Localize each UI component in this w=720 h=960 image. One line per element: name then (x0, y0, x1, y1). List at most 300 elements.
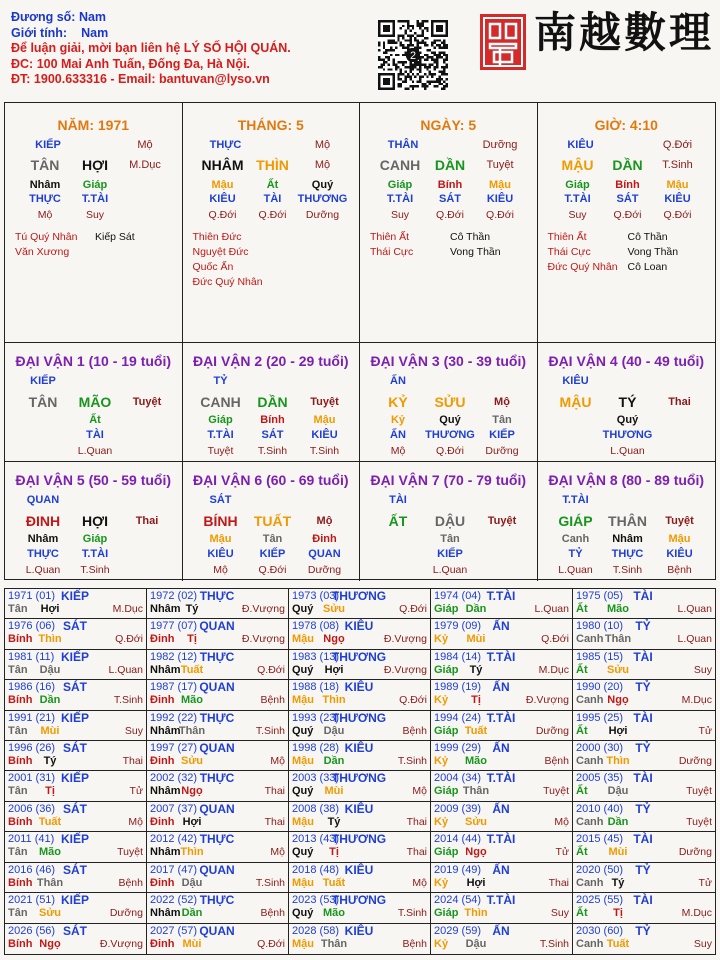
cycle-bottom-stage: Dưỡng (485, 445, 519, 457)
year-stem: Quý (292, 603, 314, 615)
cycle-star: ẤN (390, 375, 406, 387)
year-label: 2014 (44) (434, 833, 482, 846)
cycle-stage: Tuyệt (132, 396, 162, 408)
pillar-title: NGÀY: 5 (420, 117, 477, 133)
divine-star: Thái Cực (547, 246, 591, 258)
heavenly-stem: CANH (200, 394, 241, 410)
luck-cycle-cell (360, 343, 538, 462)
year-branch: Mão (465, 755, 487, 768)
year-stem: Ất (576, 663, 588, 676)
pillar-cell (183, 103, 361, 343)
year-stem: Bính (8, 755, 33, 768)
hidden-stem: Mậu (666, 179, 689, 191)
year-label: 1998 (28) (292, 742, 340, 755)
year-stem: Mậu (292, 633, 314, 646)
year-cell (147, 650, 289, 680)
hidden-state: Suy (85, 209, 105, 221)
year-star: THƯƠNG (331, 771, 387, 786)
pillar-title: NĂM: 1971 (57, 117, 130, 133)
year-label: 2011 (41) (8, 833, 55, 846)
year-star: THỰC (199, 710, 235, 725)
year-star: T.TÀI (486, 771, 516, 786)
year-cell (147, 893, 289, 923)
year-label: 1974 (04) (434, 590, 482, 602)
year-cell (147, 711, 289, 741)
year-stage: Thai (264, 785, 285, 798)
year-stem: Tân (8, 724, 28, 737)
year-stage: Đ.Vượng (383, 633, 427, 646)
year-branch: Dậu (181, 876, 203, 889)
cycle-star: T.TÀI (562, 494, 589, 506)
year-branch: Dần (39, 694, 61, 707)
year-branch: Sửu (606, 663, 630, 676)
year-stage: Đ.Vượng (383, 663, 427, 676)
year-stage: Bệnh (260, 907, 285, 920)
year-branch: Tý (327, 815, 341, 828)
year-star: SÁT (63, 680, 87, 695)
hidden-state: Q.Đới (436, 209, 464, 221)
year-branch: Mão (607, 603, 629, 615)
year-label: 1985 (15) (576, 650, 624, 663)
year-branch: Thìn (464, 907, 488, 920)
cycle-title: ĐẠI VẬN 2 (20 - 29 tuổi) (192, 353, 349, 369)
hidden-stem: Quý (311, 179, 334, 191)
hidden-star: KIẾP (437, 548, 463, 560)
year-label: 2026 (56) (8, 924, 56, 937)
year-star: ẤN (492, 923, 510, 938)
year-cell (573, 680, 715, 710)
heavenly-stem: TÂN (30, 157, 60, 173)
year-star: QUAN (199, 801, 235, 816)
year-label: 2012 (42) (150, 833, 198, 846)
qr-code-icon (378, 20, 448, 90)
cycle-stage: Mộ (494, 396, 510, 408)
year-branch: Ngọ (323, 633, 345, 646)
year-cell (289, 863, 431, 893)
year-branch: Thìn (180, 846, 204, 859)
divine-star: Cô Thần (450, 231, 491, 243)
year-stage: T.Sinh (539, 937, 569, 950)
year-stage: Bệnh (544, 755, 569, 768)
year-branch: Dần (323, 755, 345, 768)
hidden-stem: Canh (561, 533, 590, 545)
year-stem: Bính (8, 876, 33, 889)
year-cell (147, 802, 289, 832)
year-label: 1997 (27) (150, 742, 198, 755)
year-label: 1984 (14) (434, 650, 482, 663)
year-cell (573, 802, 715, 832)
year-stage: Thai (406, 815, 427, 828)
year-branch: Tý (185, 603, 199, 615)
year-label: 2016 (46) (8, 863, 56, 876)
earthly-branch: TUẤT (253, 513, 292, 529)
year-label: 2022 (52) (150, 894, 198, 907)
year-branch: Dần (465, 603, 487, 615)
cycle-bottom-stage: Bệnh (667, 564, 692, 576)
year-branch: Thìn (38, 633, 62, 646)
year-stage: Tử (698, 876, 712, 889)
year-stem: Kỷ (434, 815, 449, 828)
hidden-star: T.TÀI (81, 548, 109, 560)
year-stage: Bệnh (260, 694, 285, 707)
year-cell (431, 802, 573, 832)
year-stage: Thai (264, 815, 285, 828)
year-stage: M.Dục (681, 694, 712, 707)
year-cell (147, 589, 289, 619)
year-stage: Suy (693, 937, 712, 950)
pillar-cell (5, 103, 183, 343)
year-stage: M.Dục (112, 603, 143, 615)
hidden-star: T.TÀI (386, 193, 414, 205)
year-label: 2013 (43) (292, 833, 340, 846)
cycle-bottom-stage: L.Quan (558, 564, 593, 576)
year-branch: Tuất (180, 663, 204, 676)
cycle-title: ĐẠI VẬN 3 (30 - 39 tuổi) (370, 353, 527, 369)
cycle-stage: Mộ (316, 515, 333, 527)
hidden-state: Q.Đới (663, 209, 692, 221)
year-label: 2027 (57) (150, 924, 198, 937)
year-branch: Tị (329, 846, 339, 859)
pillar-stage-top: Mộ (137, 139, 153, 151)
year-branch: Sửu (180, 755, 204, 768)
divine-star: Tú Quý Nhân (15, 231, 78, 243)
year-star: THỰC (199, 893, 235, 908)
year-branch: Thân (462, 785, 490, 798)
year-cell (5, 924, 147, 954)
year-stage: Suy (550, 907, 569, 920)
year-branch: Hợi (466, 876, 486, 889)
hidden-star: TỶ (568, 548, 583, 560)
year-branch: Dần (181, 907, 203, 920)
year-label: 1992 (22) (150, 711, 198, 724)
year-stem: Canh (576, 755, 604, 768)
cycle-bottom-stage: Mộ (213, 564, 228, 576)
year-branch: Tý (469, 663, 483, 676)
year-branch: Hợi (182, 815, 202, 828)
year-cell (289, 924, 431, 954)
year-stage: M.Dục (681, 907, 712, 920)
year-stage: T.Sinh (397, 907, 427, 920)
year-cell (147, 771, 289, 801)
year-star: QUAN (199, 741, 235, 756)
year-cell (431, 589, 573, 619)
header (0, 0, 720, 102)
address-line: ĐC: 100 Mai Anh Tuấn, Đống Đa, Hà Nội. (11, 56, 250, 71)
earthly-branch: TÝ (618, 394, 637, 410)
year-stage: L.Quan (108, 663, 143, 676)
year-cell (431, 893, 573, 923)
year-stage: Bệnh (118, 876, 143, 889)
year-star: QUAN (199, 923, 235, 938)
year-branch: Tuất (606, 937, 630, 950)
earthly-branch: HỢI (82, 513, 108, 529)
pillar-stage: T.Sinh (662, 159, 693, 171)
year-star: TỶ (635, 619, 651, 634)
cycle-bottom-stage: T.Sinh (80, 564, 110, 576)
year-cell (289, 589, 431, 619)
divine-star: Kiếp Sát (95, 231, 135, 243)
hidden-star: THƯƠNG (602, 429, 653, 441)
year-branch: Tị (45, 785, 55, 798)
year-cell (573, 741, 715, 771)
hidden-stem: Ất (266, 179, 279, 191)
year-stage: L.Quan (677, 603, 712, 615)
hidden-stem: Mậu (668, 533, 691, 545)
year-branch: Tý (43, 755, 57, 768)
earthly-branch: HỢI (82, 157, 108, 173)
pillar-stage: Tuyệt (486, 159, 514, 171)
year-label: 2004 (34) (434, 772, 482, 785)
year-cell (5, 650, 147, 680)
year-label: 1988 (18) (292, 681, 340, 694)
year-label: 2006 (36) (8, 802, 56, 815)
hidden-stem: Giáp (565, 179, 590, 191)
hidden-stem: Giáp (387, 179, 413, 191)
year-star: TÀI (633, 832, 653, 847)
contact-line: Để luận giải, mời bạn liên hệ LÝ SỐ HỘI QUÁN. (11, 41, 291, 55)
heavenly-stem: MẬU (559, 394, 592, 410)
year-star: THỰC (199, 832, 235, 847)
year-label: 1989 (19) (434, 681, 482, 694)
year-star: QUAN (199, 680, 235, 695)
pillar-stage: M.Dục (129, 159, 161, 171)
year-label: 2008 (38) (292, 802, 340, 815)
year-branch: Mão (39, 846, 61, 859)
phone-email-line: ĐT: 1900.633316 - Email: bantuvan@lyso.vn (11, 72, 270, 86)
year-stage: Tử (129, 785, 143, 798)
ten-god-label: THỰC (209, 139, 242, 151)
year-stem: Kỷ (434, 755, 449, 768)
year-stem: Quý (292, 663, 314, 676)
cycle-stage: Tuyệt (487, 515, 517, 527)
year-stem: Giáp (434, 907, 459, 920)
year-branch: Hợi (324, 663, 344, 676)
year-stage: Mộ (412, 876, 427, 889)
year-stem: Quý (292, 907, 314, 920)
hidden-state: Q.Đới (258, 209, 287, 221)
year-label: 2007 (37) (150, 802, 198, 815)
year-stem: Ất (576, 603, 588, 615)
cycle-bottom-stage: L.Quan (77, 445, 113, 457)
year-stem: Đinh (150, 937, 175, 950)
heavenly-stem: BÍNH (203, 513, 238, 529)
year-stage: T.Sinh (255, 724, 285, 737)
year-cell (5, 711, 147, 741)
year-stem: Đinh (150, 755, 175, 768)
year-star: THƯƠNG (331, 832, 387, 847)
year-stem: Ất (576, 907, 588, 920)
earthly-branch: THÂN (608, 513, 647, 529)
year-stage: Q.Đới (399, 603, 427, 615)
pillar-cell (538, 103, 716, 343)
divine-star: Thiên Ất (370, 231, 410, 243)
year-stage: Tuyệt (686, 785, 712, 798)
year-label: 2010 (40) (576, 802, 624, 815)
year-star: QUAN (199, 619, 235, 634)
year-stage: Mộ (270, 846, 285, 859)
year-stage: Thai (548, 876, 569, 889)
cycle-title: ĐẠI VẬN 8 (80 - 89 tuổi) (548, 472, 705, 488)
hidden-star: SÁT (439, 193, 461, 205)
pillar-stage: Mộ (314, 159, 331, 171)
year-stem: Canh (576, 815, 604, 828)
year-label: 2028 (58) (292, 924, 340, 937)
year-star: KIẾP (60, 649, 90, 664)
year-stem: Đinh (150, 876, 175, 889)
hidden-state: Suy (568, 209, 587, 221)
year-stem: Đinh (150, 694, 175, 707)
year-stage: Tuyệt (543, 785, 569, 798)
year-star: QUAN (199, 862, 235, 877)
hidden-state: Q.Đới (486, 209, 514, 221)
year-cell (5, 832, 147, 862)
hidden-star: T.TÀI (207, 429, 234, 441)
year-stage: Q.Đới (257, 663, 285, 676)
year-stage: Đ.Vượng (241, 603, 285, 615)
year-stage: Dưỡng (678, 846, 712, 859)
year-label: 1990 (20) (576, 681, 624, 694)
hidden-star: KIÊU (664, 193, 691, 205)
year-label: 1980 (10) (576, 620, 624, 633)
year-branch: Mùi (182, 937, 202, 950)
year-cell (147, 619, 289, 649)
cycle-star: SÁT (209, 494, 232, 506)
year-stage: Thai (122, 755, 143, 768)
year-cell (147, 924, 289, 954)
year-cell (431, 924, 573, 954)
hidden-stem: Nhâm (29, 179, 61, 191)
year-branch: Sửu (464, 815, 488, 828)
year-branch: Mão (323, 907, 345, 920)
year-label: 1983 (13) (292, 650, 340, 663)
year-stage: M.Dục (538, 663, 569, 676)
year-star: T.TÀI (486, 589, 516, 603)
divine-star: Thái Cực (370, 246, 414, 258)
heavenly-stem: ĐINH (25, 513, 61, 529)
cycle-bottom-stage: T.Sinh (309, 445, 340, 457)
year-cell (147, 832, 289, 862)
year-star: TỶ (635, 923, 651, 938)
heavenly-stem: TÂN (28, 394, 58, 410)
hidden-star: THỰC (27, 548, 59, 560)
year-star: KIẾP (60, 832, 90, 847)
year-branch: Dậu (39, 663, 61, 676)
year-star: KIÊU (344, 741, 374, 756)
year-star: ẤN (492, 619, 510, 634)
year-stage: Tử (698, 724, 712, 737)
pillar-title: THÁNG: 5 (237, 117, 304, 133)
year-stage: Đ.Vượng (99, 937, 143, 950)
year-label: 1993 (23) (292, 711, 340, 724)
year-label: 1981 (11) (8, 650, 55, 663)
brand-logo: 南越數理 (534, 8, 715, 57)
year-label: 1975 (05) (576, 590, 624, 602)
year-branch: Tị (471, 694, 481, 707)
heavenly-stem: ẤT (388, 513, 408, 529)
divine-star: Đức Quý Nhân (192, 276, 263, 288)
year-branch: Dần (607, 815, 629, 828)
year-stem: Kỷ (434, 694, 449, 707)
year-label: 1999 (29) (434, 742, 482, 755)
year-branch: Ngọ (465, 846, 487, 859)
year-cell (5, 741, 147, 771)
year-cell (573, 650, 715, 680)
year-star: KIÊU (344, 862, 374, 877)
hidden-stem: Đinh (312, 533, 337, 545)
gender-line: Giới tính: Nam (11, 25, 109, 40)
luck-cycle-cell (183, 343, 361, 462)
svg-text:2: 2 (409, 50, 417, 63)
year-cell (5, 589, 147, 619)
cycle-bottom-stage: L.Quan (432, 564, 468, 576)
year-label: 2021 (51) (8, 894, 56, 907)
year-stem: Mậu (292, 755, 314, 768)
year-label: 2015 (45) (576, 833, 624, 846)
year-stem: Ất (576, 724, 588, 737)
year-stem: Bính (8, 633, 33, 646)
year-stage: Q.Đới (115, 633, 143, 646)
year-cell (289, 832, 431, 862)
year-branch: Ngọ (39, 937, 61, 950)
year-branch: Thìn (322, 694, 346, 707)
year-stem: Kỷ (434, 633, 449, 646)
year-stage: T.Sinh (113, 694, 143, 707)
hidden-star: KIÊU (666, 548, 693, 560)
year-stage: Tuyệt (117, 846, 143, 859)
year-star: KIẾP (60, 771, 90, 786)
year-stem: Bính (8, 694, 33, 707)
cycle-star: KIẾP (30, 375, 56, 387)
cycle-stage: Tuyệt (665, 515, 694, 527)
year-cell (573, 893, 715, 923)
year-label: 1991 (21) (8, 711, 56, 724)
year-label: 2005 (35) (576, 772, 624, 785)
year-branch: Thân (178, 724, 206, 737)
year-cell (289, 893, 431, 923)
year-star: SÁT (63, 923, 87, 938)
luck-cycle-cell (538, 462, 716, 581)
year-branch: Tý (611, 876, 625, 889)
hidden-star: THƯƠNG (297, 193, 348, 205)
year-stem: Giáp (434, 724, 459, 737)
year-cell (573, 832, 715, 862)
year-star: KIẾP (60, 893, 90, 908)
year-stem: Canh (576, 633, 604, 646)
hidden-star: SÁT (261, 429, 284, 441)
year-cell (289, 650, 431, 680)
year-stage: Tuyệt (686, 815, 712, 828)
year-star: THỰC (199, 649, 235, 664)
year-stage: Bệnh (402, 937, 427, 950)
hidden-stem: Bính (437, 179, 463, 191)
hidden-star: ẤN (390, 429, 406, 441)
year-branch: Thân (604, 633, 632, 646)
year-label: 1977 (07) (150, 620, 198, 633)
hidden-star: TÀI (263, 193, 282, 205)
luck-cycle-cell (538, 343, 716, 462)
year-cell (431, 771, 573, 801)
hidden-star: KIẾP (259, 548, 286, 560)
divine-star: Đức Quý Nhân (547, 261, 618, 273)
year-stem: Tân (8, 603, 28, 615)
year-stem: Kỷ (434, 937, 449, 950)
hidden-star: KIÊU (209, 193, 236, 205)
earthly-branch: THÌN (256, 157, 289, 173)
hidden-stem: Nhâm (27, 533, 59, 545)
year-star: TÀI (633, 893, 653, 908)
year-star: TỶ (635, 741, 651, 756)
year-cell (5, 619, 147, 649)
